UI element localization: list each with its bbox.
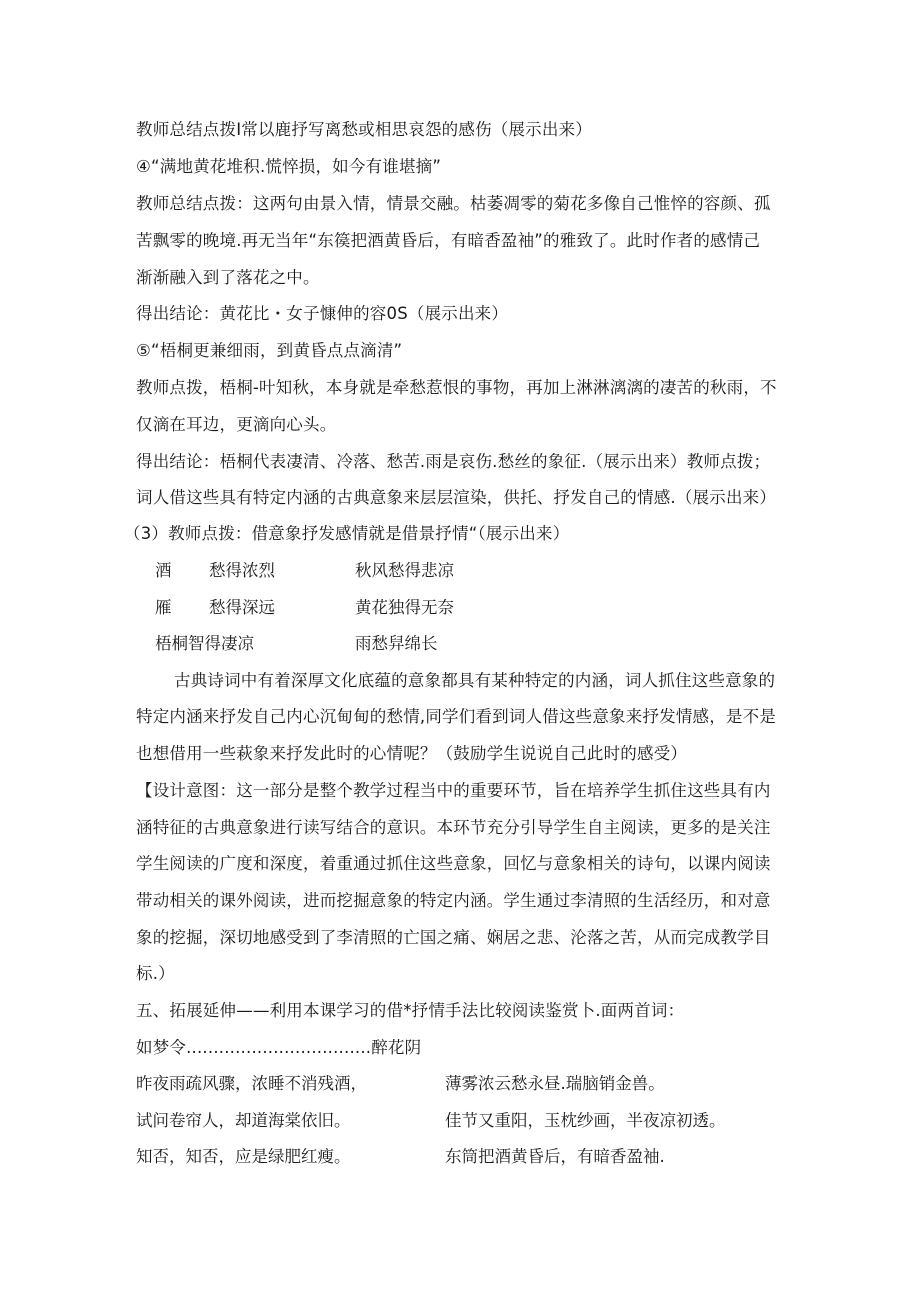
- design-intent-line: 学生阅读的广度和深度，着重通过抓住这些意象，回忆与意象相关的诗句，以课内阅读: [136, 854, 771, 873]
- design-intent-line: 涵特征的古典意象进行读写结合的意识。本环节充分引导学生自主阅读，更多的是关注: [136, 818, 771, 837]
- imagery-cell: 愁得浓烈: [209, 561, 275, 580]
- text-line: 得出结论：梧桐代表凄清、冷落、愁苦.雨是哀伤.愁丝的象征.（展示出来）教师点拨；: [136, 452, 771, 471]
- imagery-cell: 酒: [155, 561, 172, 580]
- design-intent-line: 标.）: [136, 964, 175, 983]
- poem-line-left: 知否，知否，应是绿肥红瘦。: [136, 1147, 351, 1166]
- text-line: 仅滴在耳边，更滴向心头。: [136, 415, 337, 434]
- design-intent-line: 【设计意图：这一部分是整个教学过程当中的重要环节，旨在培养学生抓住这些具有内: [136, 781, 771, 800]
- text-line: 教师总结点拨I常以鹿抒写离愁或相思哀怨的感伤（展示出来）: [136, 120, 592, 139]
- text-line: 词人借这些具有特定内涵的古典意象来层层渲染，供托、抒发自己的情感.（展示出来）: [136, 488, 777, 507]
- paragraph-line: 古典诗词中有着深厚文化底蕴的意象都具有某种特定的内涵，词人抓住这些意象的: [174, 671, 776, 690]
- poem-line-right: 东筒把酒黄昏后，有暗香盈袖.: [445, 1147, 665, 1166]
- paragraph-line: 也想借用一些萩象来抒发此时的心情呢？（鼓励学生说说自己此时的感受）: [136, 744, 688, 763]
- imagery-cell: 黄花独得无奈: [355, 598, 454, 617]
- design-intent-line: 象的挖掘，深切地感受到了李清照的亡国之痛、娴居之悲、沦落之苦，从而完成教学目: [136, 928, 771, 947]
- imagery-cell: 秋风愁得悲凉: [355, 561, 454, 580]
- paragraph-line: 特定内涵来抒发自己内心沉甸甸的愁情,同学们看到词人借这些意象来抒发情感，是不是: [136, 707, 777, 726]
- text-line: ④“满地黄花堆积.慌悴损，如今有谁堪摘”: [136, 157, 442, 176]
- poem-line-left: 试问卷帘人，却道海棠依旧。: [136, 1111, 351, 1130]
- text-line: 苦飘零的晚境.再无当年“东篌把酒黄昏后，有暗香盈袖”的雅致了。此时作者的感情己: [136, 231, 761, 250]
- imagery-cell: 愁得深远: [209, 598, 275, 617]
- text-line: 教师点拨，梧桐-叶知秋，本身就是牵愁惹恨的事物，再加上淋淋漓漓的凄苦的秋雨，不: [136, 378, 777, 397]
- text-line: 渐渐融入到了落花之中。: [136, 268, 320, 287]
- section-heading: 五、拓展延伸——利用本课学习的借*抒情手法比较阅读鉴赏卜.面两首词：: [136, 1001, 685, 1020]
- imagery-cell: 雁: [155, 598, 172, 617]
- poem-line-right: 佳节又重阳，玉枕纱画，半夜凉初透。: [445, 1111, 726, 1130]
- text-line: （3）教师点拨：借意象抒发感情就是借景抒情“（展示出来）: [124, 524, 570, 543]
- text-line: 教师总结点拨：这两句由景入情，情景交融。枯萎凋零的菊花多像自己惟悴的容颜、孤: [136, 194, 771, 213]
- text-line: 得出结论：黄花比・女子慷伸的容0S（展示出来）: [136, 304, 509, 323]
- poem-titles: 如梦令..................................醉花阴: [136, 1038, 422, 1057]
- imagery-cell: 梧桐智得凄凉: [155, 634, 254, 653]
- design-intent-line: 带动相关的课外阅读，进而挖掘意象的特定内涵。学生通过李清照的生活经历，和对意: [136, 891, 771, 910]
- poem-line-left: 昨夜雨疏风骤，浓睡不消残酒，: [136, 1074, 367, 1093]
- text-line: ⑤“梧桐更兼细雨，到黄昏点点滴清”: [136, 341, 403, 360]
- imagery-cell: 雨愁舁绵长: [355, 634, 438, 653]
- poem-line-right: 薄雾浓云愁永昼.瑞脑销金兽。: [445, 1074, 665, 1093]
